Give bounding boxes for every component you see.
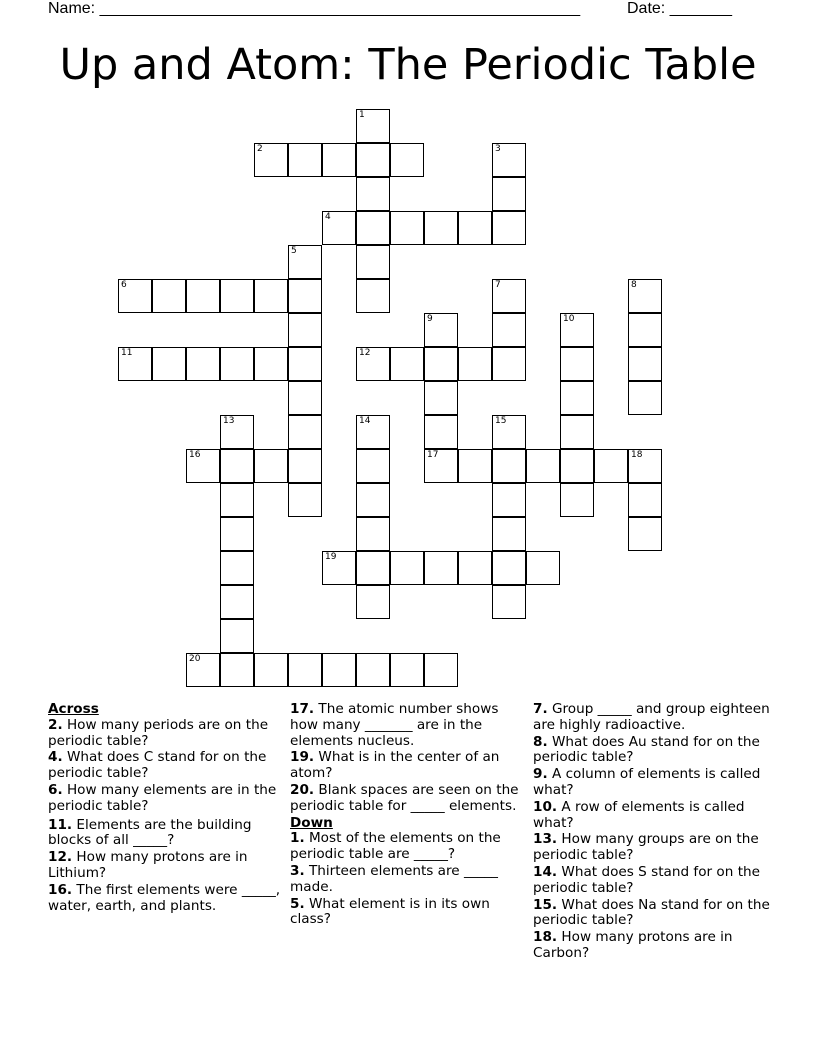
clue-item-number: 3. bbox=[290, 862, 305, 879]
crossword-cell[interactable] bbox=[492, 415, 526, 449]
crossword-cell[interactable] bbox=[220, 517, 254, 551]
clue-item bbox=[48, 818, 282, 850]
crossword-cell[interactable] bbox=[628, 313, 662, 347]
crossword-cell[interactable] bbox=[254, 143, 288, 177]
clue-item-text: A row of elements is called what? bbox=[533, 798, 745, 831]
crossword-cell[interactable] bbox=[526, 449, 560, 483]
crossword-cell[interactable] bbox=[390, 551, 424, 585]
crossword-cell[interactable] bbox=[356, 211, 390, 245]
clue-item-number: 2. bbox=[48, 716, 63, 733]
crossword-cell[interactable] bbox=[288, 415, 322, 449]
crossword-cell[interactable] bbox=[356, 585, 390, 619]
crossword-cell[interactable] bbox=[424, 211, 458, 245]
clue-number: 9 bbox=[427, 314, 433, 324]
clue-item-number: 9. bbox=[533, 766, 548, 783]
crossword-cell[interactable] bbox=[424, 551, 458, 585]
clue-item bbox=[290, 897, 524, 929]
clue-item-text: How many periods are on the periodic table? bbox=[48, 716, 269, 749]
clue-item-number: 5. bbox=[290, 895, 305, 912]
clue-number: 17 bbox=[427, 450, 439, 460]
page-title: Up and Atom: The Periodic Table bbox=[59, 40, 757, 90]
crossword-cell[interactable] bbox=[424, 653, 458, 687]
clue-section-heading: Down bbox=[290, 814, 333, 831]
clue-item-number: 18. bbox=[533, 929, 558, 946]
crossword-cell[interactable] bbox=[492, 279, 526, 313]
clue-item bbox=[48, 783, 282, 815]
crossword-cell[interactable] bbox=[254, 449, 288, 483]
crossword-cell[interactable] bbox=[152, 279, 186, 313]
clue-number: 11 bbox=[121, 348, 133, 358]
crossword-cell[interactable] bbox=[560, 347, 594, 381]
clue-item-number: 11. bbox=[48, 816, 73, 833]
crossword-cell[interactable] bbox=[356, 143, 390, 177]
clue-item-text: What does Au stand for on the periodic table? bbox=[533, 733, 760, 766]
crossword-cell[interactable] bbox=[492, 517, 526, 551]
crossword-cell[interactable] bbox=[356, 347, 390, 381]
clue-item bbox=[290, 783, 524, 815]
clue-item bbox=[290, 702, 524, 749]
clue-item-text: The atomic number shows how many _______ are in the elements nucleus. bbox=[290, 701, 499, 749]
clue-item-number: 4. bbox=[48, 749, 63, 766]
crossword-cell[interactable] bbox=[390, 143, 424, 177]
crossword-cell[interactable] bbox=[356, 449, 390, 483]
crossword-cell[interactable] bbox=[220, 449, 254, 483]
crossword-cell[interactable] bbox=[424, 381, 458, 415]
crossword-cell[interactable] bbox=[356, 517, 390, 551]
crossword-cell[interactable] bbox=[186, 449, 220, 483]
crossword-cell[interactable] bbox=[220, 619, 254, 653]
crossword-cell[interactable] bbox=[560, 449, 594, 483]
crossword-cell[interactable] bbox=[118, 279, 152, 313]
crossword-cell[interactable] bbox=[458, 347, 492, 381]
clue-item-number: 12. bbox=[48, 849, 73, 866]
crossword-cell[interactable] bbox=[220, 347, 254, 381]
crossword-cell[interactable] bbox=[424, 449, 458, 483]
clue-item-number: 20. bbox=[290, 781, 315, 798]
clue-item-text: How many protons are in Lithium? bbox=[48, 849, 248, 881]
crossword-cell[interactable] bbox=[220, 551, 254, 585]
clue-item-number: 13. bbox=[533, 831, 558, 848]
crossword-cell[interactable] bbox=[458, 551, 492, 585]
crossword-cell[interactable] bbox=[288, 313, 322, 347]
crossword-cell[interactable] bbox=[288, 279, 322, 313]
clue-number: 13 bbox=[223, 416, 235, 426]
clue-item-text: How many groups are on the periodic table? bbox=[533, 831, 759, 864]
crossword-cell[interactable] bbox=[356, 483, 390, 517]
crossword-cell[interactable] bbox=[356, 109, 390, 143]
crossword-cell[interactable] bbox=[390, 653, 424, 687]
crossword-cell[interactable] bbox=[186, 279, 220, 313]
clue-item bbox=[290, 864, 524, 896]
clue-number: 16 bbox=[189, 450, 201, 460]
clue-item bbox=[533, 800, 773, 832]
clue-item bbox=[533, 930, 773, 962]
crossword-cell[interactable] bbox=[356, 177, 390, 211]
crossword-cell[interactable] bbox=[118, 347, 152, 381]
crossword-cell[interactable] bbox=[322, 551, 356, 585]
clue-number: 2 bbox=[257, 144, 263, 154]
clue-item bbox=[48, 883, 282, 915]
crossword-cell[interactable] bbox=[594, 449, 628, 483]
crossword-cell[interactable] bbox=[288, 245, 322, 279]
clue-number: 19 bbox=[325, 552, 337, 562]
clue-item-text: What is in the center of an atom? bbox=[290, 749, 500, 782]
clues-column-1 bbox=[48, 702, 282, 915]
crossword-cell[interactable] bbox=[288, 347, 322, 381]
crossword-cell[interactable] bbox=[356, 551, 390, 585]
clue-number: 18 bbox=[631, 450, 643, 460]
crossword-cell[interactable] bbox=[458, 449, 492, 483]
crossword-cell[interactable] bbox=[254, 279, 288, 313]
clue-item-number: 14. bbox=[533, 863, 558, 880]
clue-item bbox=[533, 735, 773, 767]
crossword-cell[interactable] bbox=[356, 245, 390, 279]
clue-number: 14 bbox=[359, 416, 371, 426]
clue-item bbox=[48, 750, 282, 782]
crossword-cell[interactable] bbox=[560, 381, 594, 415]
crossword-cell[interactable] bbox=[152, 347, 186, 381]
crossword-cell[interactable] bbox=[220, 585, 254, 619]
crossword-cell[interactable] bbox=[288, 483, 322, 517]
clue-item-text: Most of the elements on the periodic table are _____? bbox=[290, 830, 501, 863]
clue-number: 10 bbox=[563, 314, 575, 324]
crossword-cell[interactable] bbox=[322, 211, 356, 245]
clue-item-number: 19. bbox=[290, 749, 315, 766]
clues-column-3 bbox=[533, 702, 773, 963]
clue-item-number: 1. bbox=[290, 830, 305, 847]
clue-number: 5 bbox=[291, 246, 297, 256]
crossword-cell[interactable] bbox=[254, 347, 288, 381]
crossword-cell[interactable] bbox=[492, 585, 526, 619]
clue-number: 8 bbox=[631, 280, 637, 290]
crossword-cell[interactable] bbox=[628, 381, 662, 415]
clue-item-text: What does S stand for on the periodic table? bbox=[533, 863, 760, 896]
crossword-cell[interactable] bbox=[356, 415, 390, 449]
clue-number: 3 bbox=[495, 144, 501, 154]
crossword-cell[interactable] bbox=[492, 551, 526, 585]
clue-item-text: How many protons are in Carbon? bbox=[533, 929, 733, 961]
crossword-cell[interactable] bbox=[186, 653, 220, 687]
crossword-cell[interactable] bbox=[220, 279, 254, 313]
clue-item-number: 7. bbox=[533, 701, 548, 717]
clue-item-number: 15. bbox=[533, 896, 558, 913]
crossword-cell[interactable] bbox=[492, 313, 526, 347]
crossword-cell[interactable] bbox=[492, 177, 526, 211]
crossword-cell[interactable] bbox=[322, 653, 356, 687]
clues-column-2 bbox=[290, 702, 524, 929]
clue-item-text: Group _____ and group eighteen are highly radioactive. bbox=[533, 701, 770, 733]
crossword-cell[interactable] bbox=[356, 279, 390, 313]
clue-item-text: The first elements were _____, water, earth, and plants. bbox=[48, 881, 281, 914]
crossword-cell[interactable] bbox=[424, 347, 458, 381]
crossword-cell[interactable] bbox=[220, 653, 254, 687]
crossword-cell[interactable] bbox=[186, 347, 220, 381]
clue-item bbox=[290, 831, 524, 863]
clue-item-text: Blank spaces are seen on the periodic table for _____ elements. bbox=[290, 781, 519, 814]
crossword-cell[interactable] bbox=[492, 211, 526, 245]
clue-item-text: Elements are the building blocks of all _____? bbox=[48, 816, 252, 849]
crossword-cell[interactable] bbox=[458, 211, 492, 245]
clue-item bbox=[290, 750, 524, 782]
crossword-cell[interactable] bbox=[390, 347, 424, 381]
crossword-cell[interactable] bbox=[492, 347, 526, 381]
clue-item bbox=[533, 865, 773, 897]
clue-number: 4 bbox=[325, 212, 331, 222]
clue-item-number: 10. bbox=[533, 798, 558, 815]
name-field-label[interactable]: Name: ______________________________________________________ bbox=[48, 0, 581, 17]
clue-item-number: 8. bbox=[533, 733, 548, 750]
clue-item-number: 17. bbox=[290, 701, 315, 717]
crossword-cell[interactable] bbox=[288, 653, 322, 687]
crossword-cell[interactable] bbox=[560, 415, 594, 449]
clue-item-text: What element is in its own class? bbox=[290, 895, 490, 928]
crossword-cell[interactable] bbox=[220, 483, 254, 517]
crossword-cell[interactable] bbox=[288, 449, 322, 483]
date-field-label[interactable]: Date: _______ bbox=[627, 0, 732, 17]
crossword-cell[interactable] bbox=[628, 483, 662, 517]
clue-section-heading: Across bbox=[48, 701, 99, 717]
crossword-cell[interactable] bbox=[424, 313, 458, 347]
crossword-cell[interactable] bbox=[628, 449, 662, 483]
clue-number: 12 bbox=[359, 348, 371, 358]
crossword-cell[interactable] bbox=[220, 415, 254, 449]
crossword-cell[interactable] bbox=[288, 381, 322, 415]
crossword-cell[interactable] bbox=[560, 483, 594, 517]
clue-item bbox=[48, 718, 282, 750]
clue-item-text: A column of elements is called what? bbox=[533, 766, 761, 798]
clue-item bbox=[48, 850, 282, 882]
clue-item bbox=[533, 832, 773, 864]
crossword-cell[interactable] bbox=[322, 143, 356, 177]
crossword-cell[interactable] bbox=[560, 313, 594, 347]
clue-item-number: 16. bbox=[48, 881, 73, 898]
clue-number: 1 bbox=[359, 110, 365, 120]
clue-item bbox=[533, 898, 773, 930]
crossword-cell[interactable] bbox=[288, 143, 322, 177]
crossword-cell[interactable] bbox=[628, 279, 662, 313]
clue-item-text: What does C stand for on the periodic table? bbox=[48, 749, 267, 782]
crossword-cell[interactable] bbox=[492, 449, 526, 483]
crossword-cell[interactable] bbox=[492, 143, 526, 177]
clue-number: 6 bbox=[121, 280, 127, 290]
clue-item bbox=[533, 702, 773, 734]
crossword-cell[interactable] bbox=[356, 653, 390, 687]
crossword-cell[interactable] bbox=[526, 551, 560, 585]
clue-number: 15 bbox=[495, 416, 507, 426]
clue-item bbox=[533, 767, 773, 799]
crossword-cell[interactable] bbox=[390, 211, 424, 245]
clue-item-text: Thirteen elements are _____ made. bbox=[290, 862, 498, 895]
crossword-cell[interactable] bbox=[424, 415, 458, 449]
crossword-cell[interactable] bbox=[254, 653, 288, 687]
crossword-cell[interactable] bbox=[492, 483, 526, 517]
clue-number: 7 bbox=[495, 280, 501, 290]
crossword-cell[interactable] bbox=[628, 517, 662, 551]
clue-item-number: 6. bbox=[48, 781, 63, 798]
clue-item-text: How many elements are in the periodic table? bbox=[48, 781, 277, 814]
clue-number: 20 bbox=[189, 654, 201, 664]
clue-item-text: What does Na stand for on the periodic table? bbox=[533, 896, 770, 929]
crossword-cell[interactable] bbox=[628, 347, 662, 381]
